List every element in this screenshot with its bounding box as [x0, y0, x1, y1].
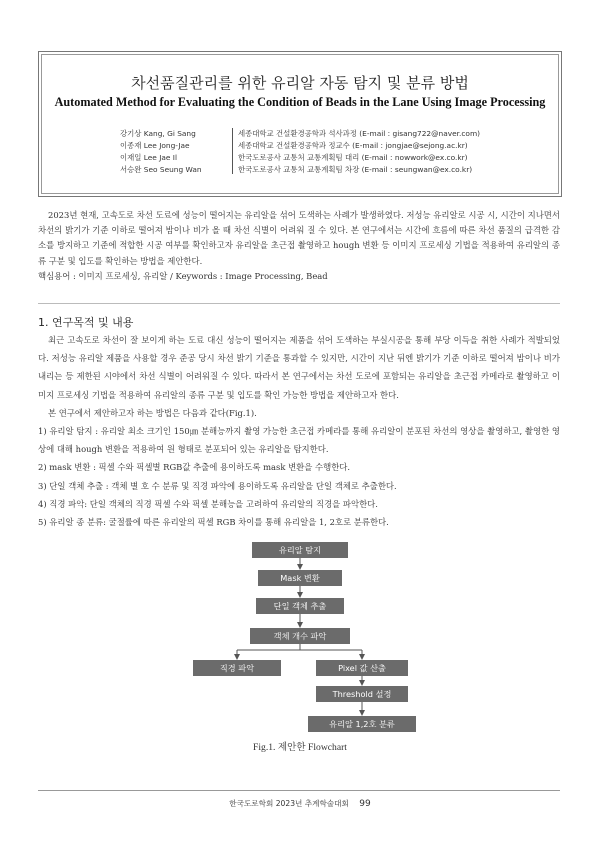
- author-affiliation: 한국도로공사 교통처 교통계획팀 대리 (E-mail : nowwork@ex.co.kr): [238, 153, 468, 162]
- paper-title-korean: 차선품질관리를 위한 유리알 자동 탐지 및 분류 방법: [131, 74, 469, 92]
- list-item: 2) mask 변환 : 픽셀 수와 픽셀별 RGB값 추출에 용이하도록 mask 변환을 수행한다.: [38, 462, 351, 473]
- author-affiliation: 세종대학교 건설환경공학과 정교수 (E-mail : jongjae@sejong.ac.kr): [238, 141, 468, 150]
- abstract-text: 2023년 현재, 고속도로 차선 도료에 성능이 떨어지는 유리알을 섞어 도색하는 사례가 발생하였다. 저성능 유리알로 시공 시, 시간이 지나면서 차선의 밝기가 기준 이하로 떨어져 밤이나 비가 올 때 차선 식별이 어려워 질 수 있다. 본 연구에서는 시간에 흐름에 따른 차선 품질의 급격한 감소를 방지하고 기준에 적합한 시공 여부를 확인하고자 유리알을 초근접 촬영하고 hough 변환 등 이미지 프로세싱 기법을 적용하여 유리알의 종류 구분 및 입도를 확인하는 방법을 제안한다.: [38, 210, 560, 266]
- section-heading: 1. 연구목적 및 내용: [38, 316, 134, 329]
- footer-divider: [38, 790, 560, 791]
- page-footer: [0, 798, 600, 809]
- flow-box-classification: 유리알 1,2호 분류: [308, 716, 416, 732]
- author-name: 서승완 Seo Seung Wan: [120, 165, 202, 174]
- flow-box-bead-detection: 유리알 탐지: [252, 542, 348, 558]
- author-name: 이재일 Lee Jae Il: [120, 153, 178, 162]
- list-item: 5) 유리알 종 분류: 굴절률에 따른 유리알의 픽셀 RGB 차이를 통해 유리알을 1, 2호로 분류한다.: [38, 517, 389, 528]
- author-affiliation: 한국도로공사 교통처 교통계획팀 차장 (E-mail : seungwan@ex.co.kr): [238, 165, 473, 174]
- author-affiliation: 세종대학교 건설환경공학과 석사과정 (E-mail : gisang722@naver.com): [238, 129, 481, 138]
- flow-box-object-count: 객체 개수 파악: [250, 628, 350, 644]
- body-paragraph: 최근 고속도로 차선이 잘 보이게 하는 도료 대신 성능이 떨어지는 제품을 섞어 도색하는 부실시공을 통해 부당 이득을 취한 사례가 적발되었다. 저성능 유리알 제품을 사용할 경우 준공 당시 차선 밝기 기준을 통과할 수 있지만, 시간이 지난 뒤엔 밝기가 기준 이하로 떨어져 밤이나 비가 내리는 등 제한된 시야에서 차선 식별이 어려워질 수 있다. 따라서 본 연구에서는 차선 도로에 포함되는 유리알을 초근접 카메라로 촬영하고 이미지 프로세싱 기법을 적용하여 유리알의 종류 구분 및 입도를 확인 가능한 방법을 제안하고자 한다.: [38, 335, 560, 400]
- list-item: 4) 직경 파악: 단일 객체의 직경 픽셀 수와 픽셀 분해능을 고려하여 유리알의 직경을 파악한다.: [38, 498, 378, 509]
- flow-box-pixel-value: Pixel 값 산출: [316, 660, 408, 676]
- flow-box-object-extraction: 단일 객체 추출: [256, 598, 344, 614]
- keywords: 핵심용어 : 이미지 프로세싱, 유리알 / Keywords : Image Processing, Bead: [38, 270, 328, 281]
- body-paragraph: 본 연구에서 제안하고자 하는 방법은 다음과 같다(Fig.1).: [48, 407, 257, 418]
- flow-box-diameter: 직경 파악: [193, 660, 281, 676]
- page-number: 99: [359, 799, 371, 809]
- flow-box-mask-transform: Mask 변환: [258, 570, 342, 586]
- author-name: 강기상 Kang, Gi Sang: [120, 129, 196, 138]
- paper-title-english: Automated Method for Evaluating the Condition of Beads in the Lane Using Image Processing: [54, 95, 546, 109]
- figure-caption: Fig.1. 제안한 Flowchart: [253, 742, 347, 753]
- flow-box-threshold: Threshold 설정: [316, 686, 408, 702]
- author-name: 이종재 Lee Jong-Jae: [120, 141, 190, 150]
- list-item: 1) 유리알 탐지 : 유리알 최소 크기인 150㎛ 분해능까지 촬영 가능한 초근접 카메라를 통해 유리알이 분포된 차선의 영상을 촬영하고, 촬영한 영상에 대해 hough 변환을 적용하여 원 형태로 분포되어 있는 유리알을 탐지한다.: [38, 426, 560, 455]
- conference-name: 한국도로학회 2023년 추계학술대회: [229, 799, 349, 808]
- list-item: 3) 단일 객체 추출 : 객체 별 호 수 분류 및 직경 파악에 용이하도록 유리알을 단일 객체로 추출한다.: [38, 480, 397, 491]
